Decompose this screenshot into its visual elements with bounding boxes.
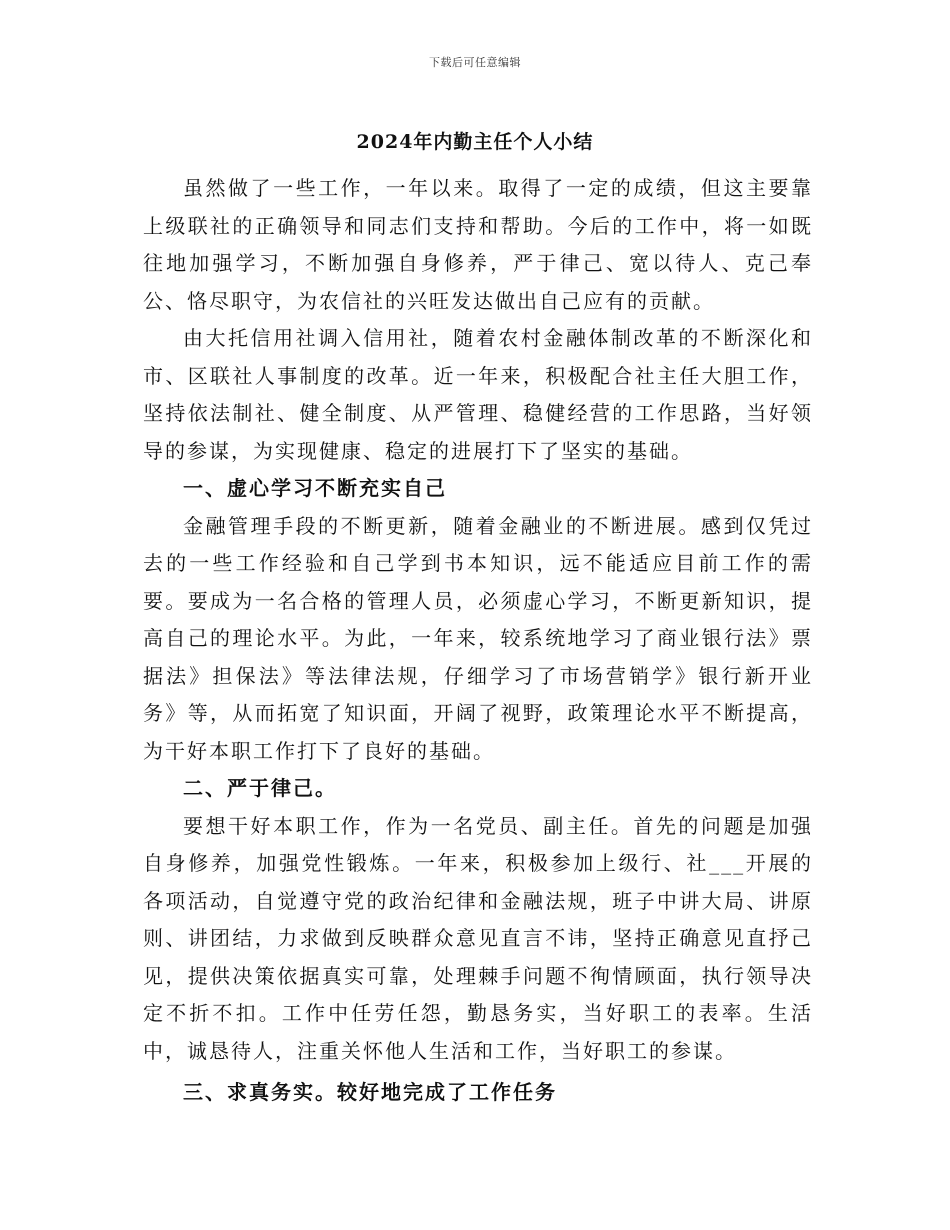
paragraph: 虽然做了一些工作，一年以来。取得了一定的成绩，但这主要靠上级联社的正确领导和同志们支持和帮助。今后的工作中，将一如既往地加强学习，不断加强自身修养，严于律己、宽以待人、克己奉公、恪尽职守，为农信社的兴旺发达做出自己应有的贡献。 xyxy=(143,176,813,313)
document-body xyxy=(143,170,813,1112)
document-title: 2024年内勤主任个人小结 xyxy=(356,131,594,153)
paragraph: 由大托信用社调入信用社，随着农村金融体制改革的不断深化和市、区联社人事制度的改革。近一年来，积极配合社主任大胆工作，坚持依法制社、健全制度、从严管理、稳健经营的工作思路，当好领导的参谋，为实现健康、稳定的进展打下了坚实的基础。 xyxy=(143,326,813,463)
page-header: 下载后可任意编辑 xyxy=(429,56,521,69)
section-heading: 三、求真务实。较好地完成了工作任务 xyxy=(183,1080,557,1104)
paragraph: 金融管理手段的不断更新，随着金融业的不断进展。感到仅凭过去的一些工作经验和自己学到书本知识，远不能适应目前工作的需要。要成为一名合格的管理人员，必须虚心学习，不断更新知识，提高自己的理论水平。为此，一年来，较系统地学习了商业银行法》票据法》担保法》等法律法规，仔细学习了市场营销学》银行新开业务》等，从而拓宽了知识面，开阔了视野，政策理论水平不断提高，为干好本职工作打下了良好的基础。 xyxy=(143,513,813,763)
paragraph: 要想干好本职工作，作为一名党员、副主任。首先的问题是加强自身修养，加强党性锻炼。一年来，积极参加上级行、社___开展的各项活动，自觉遵守党的政治纪律和金融法规，班子中讲大局、讲原则、讲团结，力求做到反映群众意见直言不讳，坚持正确意见直抒己见，提供决策依据真实可靠，处理棘手问题不徇情顾面，执行领导决定不折不扣。工作中任劳任怨，勤恳务实，当好职工的表率。生活中，诚恳待人，注重关怀他人生活和工作，当好职工的参谋。 xyxy=(143,813,813,1063)
section-heading: 一、虚心学习不断充实自己 xyxy=(183,476,447,500)
section-heading: 二、严于律己。 xyxy=(183,776,337,800)
